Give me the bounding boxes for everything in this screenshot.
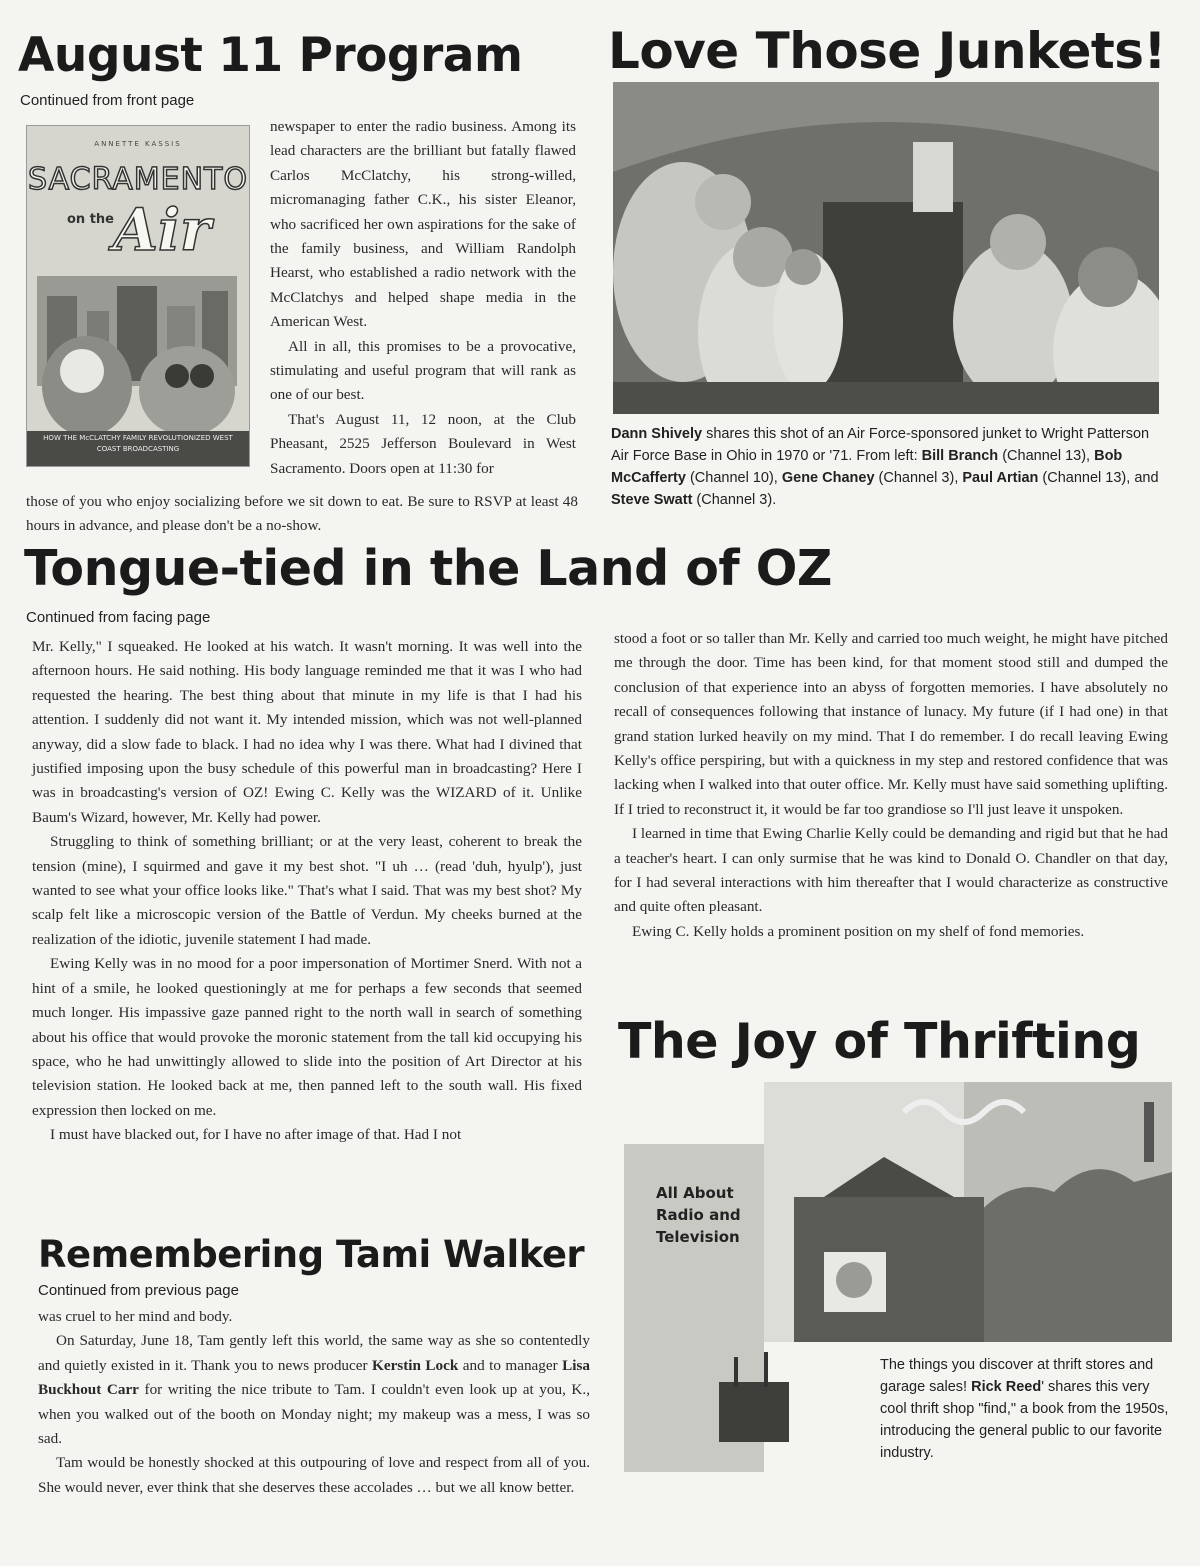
august-paragraph-2: All in all, this promises to be a provocative, stimulating and useful program that will rank as one of our best. (270, 337, 576, 404)
tami-text: On Saturday, June 18, Tam gently left this world, the same way as she so contentedly and quietly existed in it. Thank you to news producer (38, 1332, 590, 1374)
caption-name-bob-mccafferty: Bob McCafferty (611, 448, 1123, 486)
caption-text: (Channel 13), (998, 448, 1095, 464)
oz-paragraph-7: Ewing C. Kelly holds a prominent position on my shelf of fond memories. (632, 922, 1085, 940)
caption-name-gene-chaney: Gene Chaney (781, 470, 875, 486)
august-subtitle: Continued from front page (20, 92, 195, 109)
thrift-caption-text: The things you discover at thrift stores and garage sales! (880, 1357, 1154, 1395)
book-title-sacramento: SACRAMENTO (28, 162, 248, 197)
caption-text: (Channel 3), (874, 470, 963, 486)
tami-subtitle: Continued from previous page (38, 1282, 239, 1299)
junket-photo-art (613, 82, 1159, 414)
tami-paragraph-3: Tam would be honestly shocked at this outpouring of love and respect from all of you. She would never, ever think that she deserves these accolades … but we all know better. (38, 1454, 590, 1496)
tami-name-lisa-buckhout-carr: Lisa Buckhout Carr (38, 1356, 591, 1399)
august-paragraph-3b: those of you who enjoy socializing before we sit down to eat. Be sure to RSVP at least 48 hours in advance, and please don't be a no-show. (26, 493, 578, 535)
august-column-wide (26, 490, 578, 539)
oz-paragraph-1: Mr. Kelly," I squeaked. He looked at his watch. It wasn't morning. It was well into the afternoon hours. He said nothing. His body language reminded me that it was I who had requested the hearing. The best thing about that minute in my life is that I had his attention. I suddenly did not want it. My intended mission, which was not well-planned anyway, did a slow fade to black. I had no idea why I was there. What had I divined that justified imposing upon the busy schedule of this powerful man in broadcasting? Here I was in broadcasting's version of OZ! Ewing C. Kelly was the WIZARD of it. Unlike Baum's Wizard, however, Mr. Kelly had power. (32, 638, 582, 826)
caption-text: (Channel 10), (685, 470, 782, 486)
junket-photo (613, 82, 1159, 414)
tami-paragraph-2 (38, 1329, 590, 1451)
thrift-name-rick-reed: Rick Reed (971, 1379, 1042, 1395)
caption-name-paul-artian: Paul Artian (962, 470, 1039, 486)
august-paragraph-3a: That's August 11, 12 noon, at the Club Pheasant, 2525 Jefferson Boulevard in West Sacramento. Doors open at 11:30 for (270, 410, 576, 477)
thrift-caption-text: ' shares this very cool thrift shop "find," a book from the 1950s, introducing the general public to our favorite industry. (880, 1379, 1169, 1461)
oz-paragraph-3: Ewing Kelly was in no mood for a poor impersonation of Mortimer Snerd. With not a hint of a smile, he looked questioningly at me for perhaps a few seconds that seemed much longer. His impassive gaze panned right to the north wall in search of something about his office that would provoke the moronic statement from the tall kid occupying his space, who he had unwittingly allowed to slide into the position of Art Director at his television station. He looked back at me, then panned left to the south wall. His fixed expression then locked on me. (32, 955, 582, 1119)
august-paragraph-1: newspaper to enter the radio business. Among its lead characters are the brilliant but fatally flawed Carlos McClatchy, his strong-willed, micromanaging father C.K., his sister Eleanor, who sacrificed her own aspirations for the sake of the family business, and William Randolph Hearst, who established a radio network with the McClatchys and helped shape media in the American West. (270, 118, 576, 331)
oz-column-right (614, 627, 1168, 944)
august-title: August 11 Program (18, 28, 523, 83)
oz-paragraph-2: Struggling to think of something brilliant; or at the very least, coherent to break the tension (mine), I squirmed and gave it my best shot. "I uh … (read 'duh, hyulp'), just wanted to see what your office looks like." That's what I said. That was my best shot? My scalp felt like a microscopic version of the Battle of Verdun. My cheeks burned at the realization of the idiotic, juvenile statement I had made. (32, 833, 582, 948)
thrift-caption (880, 1354, 1175, 1464)
tami-column (38, 1305, 590, 1500)
caption-name-bill-branch: Bill Branch (921, 448, 999, 464)
caption-text: (Channel 3). (692, 492, 777, 508)
junkets-title: Love Those Junkets! (608, 22, 1166, 80)
caption-name-steve-swatt: Steve Swatt (611, 492, 693, 508)
book-author: ANNETTE KASSIS (94, 140, 182, 148)
tami-title: Remembering Tami Walker (38, 1233, 585, 1276)
thrift-book-title: All About Radio and Television (656, 1184, 741, 1246)
book-cover-sacramento (26, 125, 250, 467)
oz-subtitle: Continued from facing page (26, 609, 211, 626)
caption-name-dann-shively: Dann Shively (611, 426, 703, 442)
oz-paragraph-4: I must have blacked out, for I have no after image of that. Had I not (50, 1126, 462, 1144)
caption-text: (Channel 13), and (1038, 470, 1159, 486)
oz-column-left (32, 635, 582, 1148)
caption-text: shares this shot of an Air Force-sponsored junket to Wright Patterson Air Force Base in Ohio in 1970 or '71. From left: (611, 426, 1150, 464)
book-band-text: HOW THE McCLATCHY FAMILY REVOLUTIONIZED WEST COAST BROADCASTING (43, 434, 233, 453)
oz-paragraph-6: I learned in time that Ewing Charlie Kelly could be demanding and rigid but that he had a teacher's heart. I can only surmise that he was kind to Donald O. Chandler on that day, for I had several interactions with him thereafter that I would characterize as constructive and quite often pleasant. (614, 825, 1168, 916)
book-title-air: Air (113, 196, 211, 264)
oz-paragraph-5: stood a foot or so taller than Mr. Kelly and carried too much weight, he might have pitched me through the door. Time has been kind, for that moment stood still and dumped the conclusion of that experience into an abyss of forgotten memories. I have absolutely no recall of consequences following that instance of lunacy. My future (if I had one) in that grand station lurked heavily on my mind. That I do remember. I do recall leaving Ewing Kelly's office perspiring, but with a quickness in my step and restored confidence that was lacking when I walked into that outer office. Mr. Kelly must have said something uplifting. If I tried to reconstruct it, it would be far too grandiose so I'll just leave it unspoken. (614, 630, 1168, 818)
tami-text: for writing the nice tribute to Tam. I couldn't even look up at you, K., when you walked out of the booth on Monday night; my makeup was a mess, I was so sad. (38, 1381, 590, 1448)
junket-caption (611, 423, 1166, 511)
tami-name-kerstin-lock: Kerstin Lock (372, 1356, 459, 1374)
oz-title: Tongue-tied in the Land of OZ (24, 540, 832, 597)
tami-text: and to manager (458, 1356, 563, 1374)
thrift-title: The Joy of Thrifting (618, 1013, 1141, 1070)
august-column (270, 115, 576, 481)
tami-paragraph-1: was cruel to her mind and body. (38, 1308, 233, 1325)
book-title-on-the: on the (67, 212, 114, 227)
